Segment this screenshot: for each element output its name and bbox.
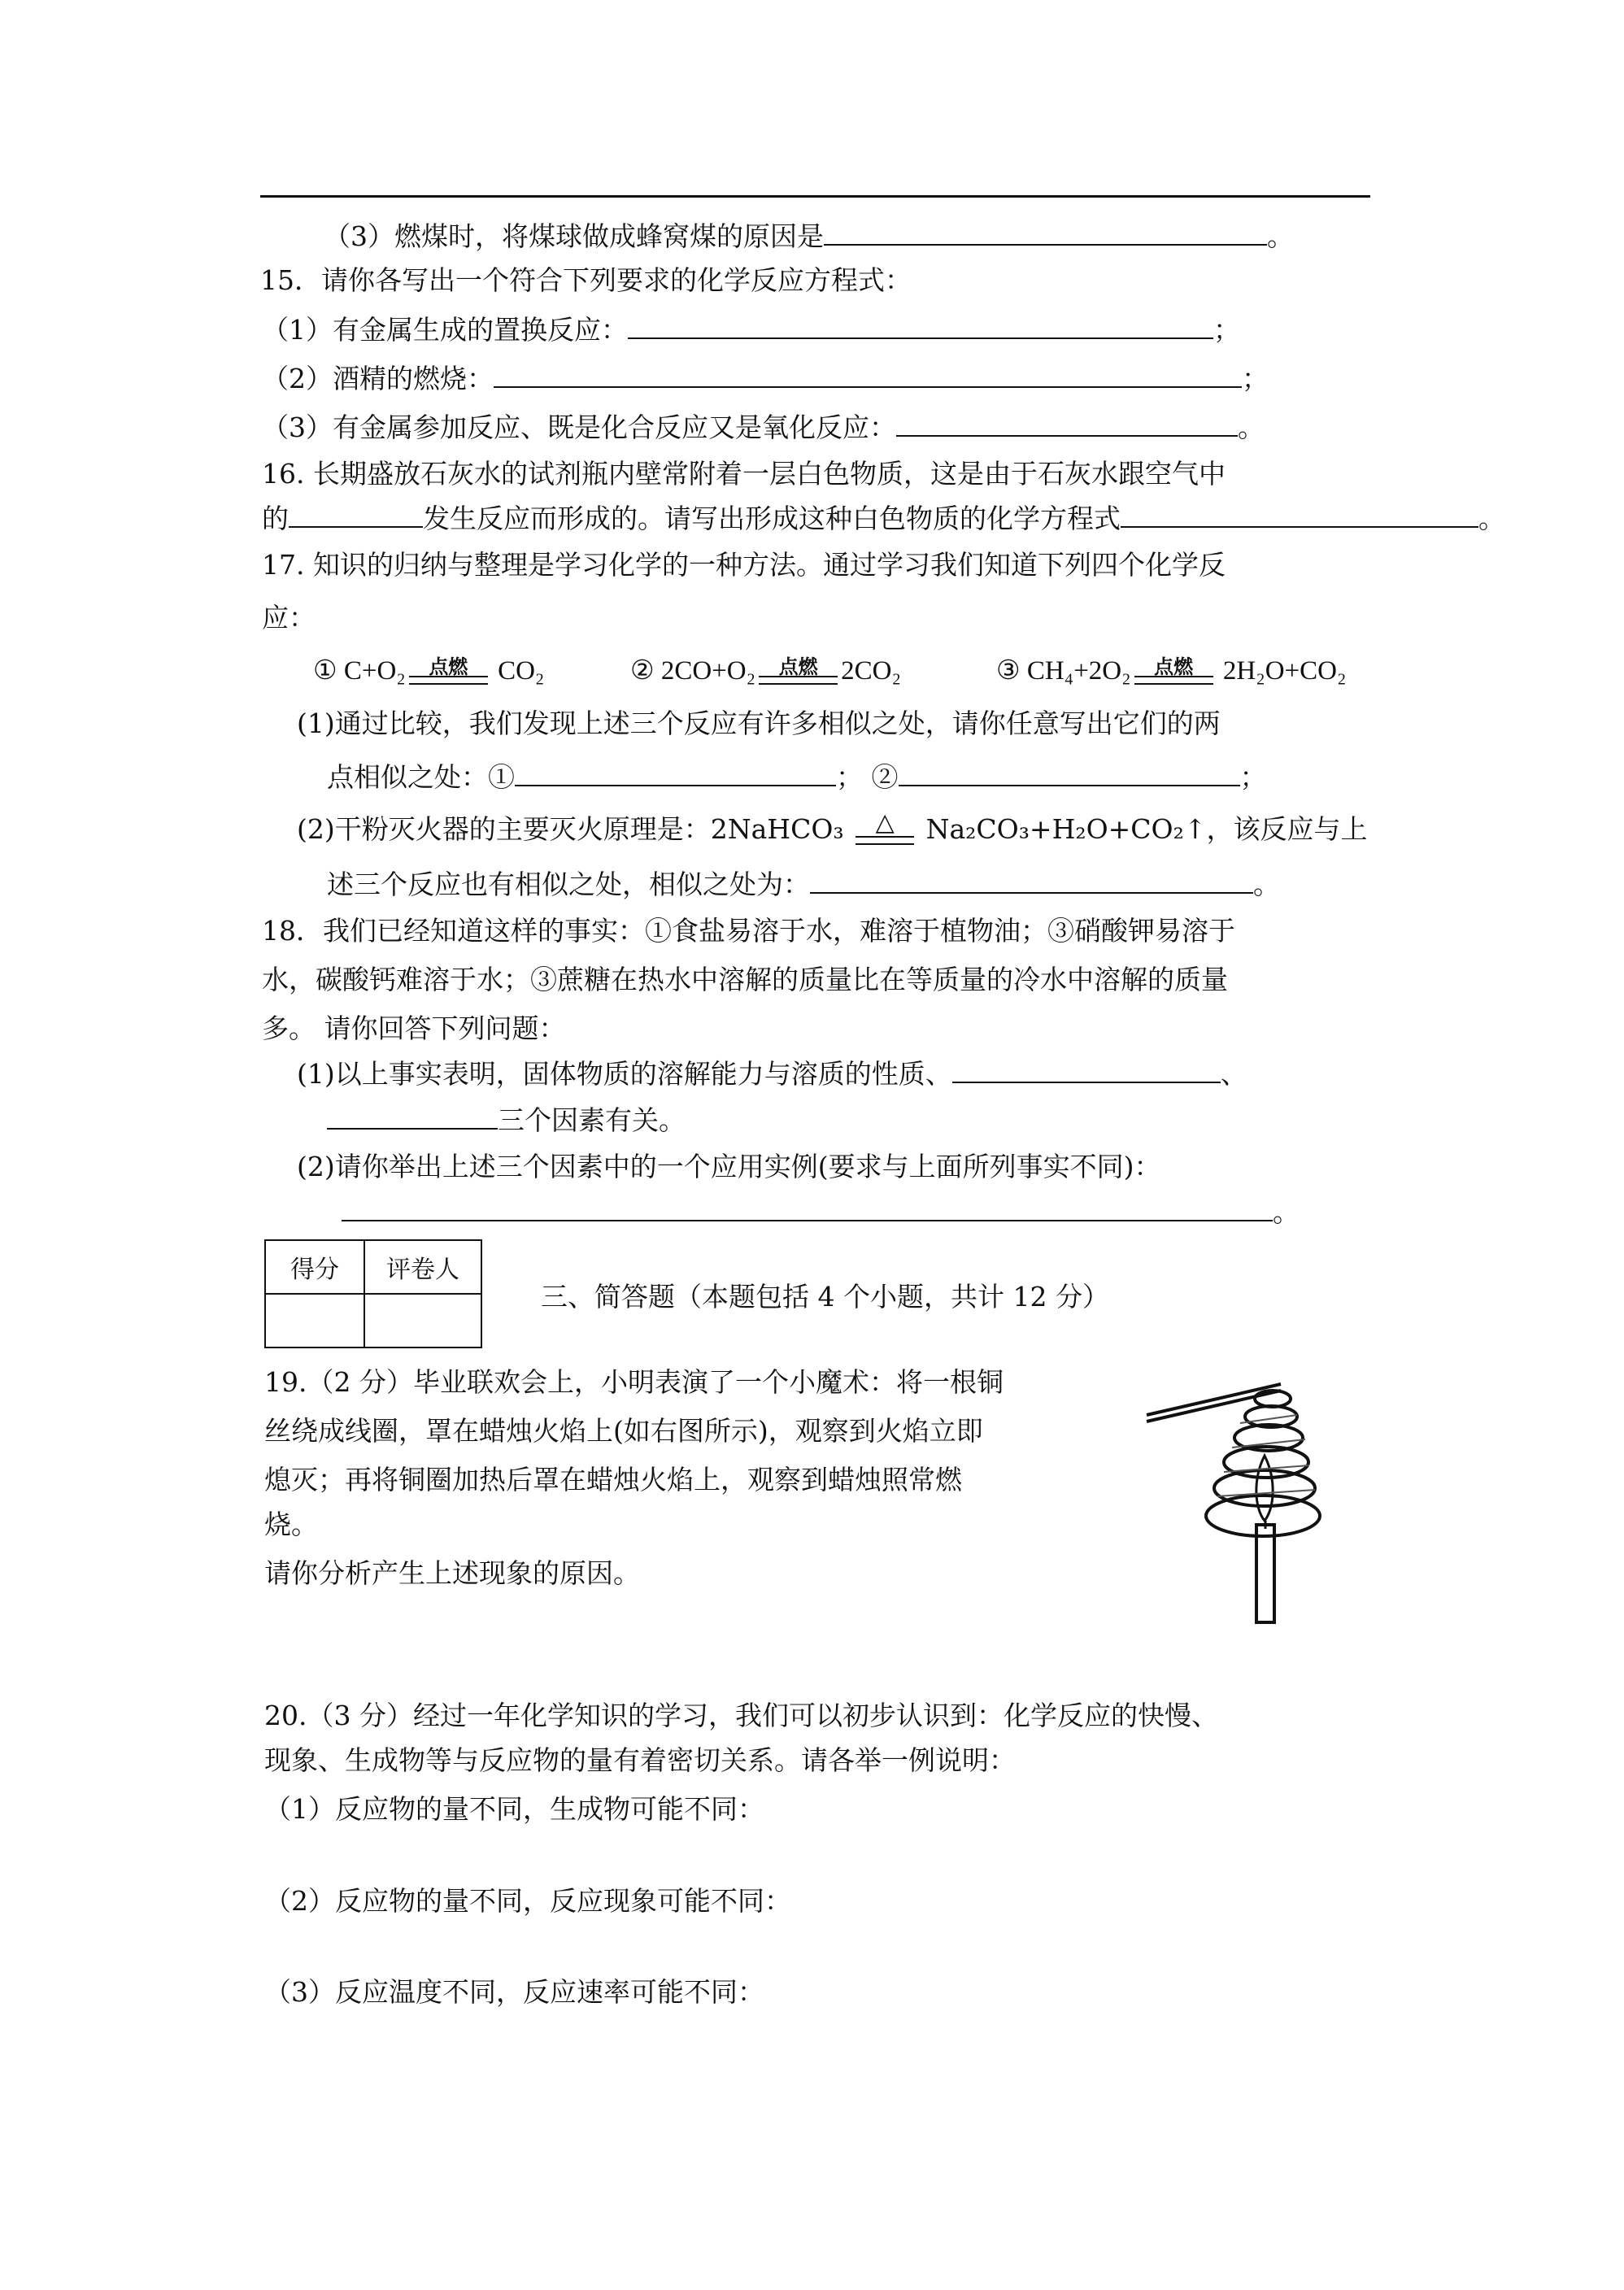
- q18-sub2-line1: (2)请你举出上述三个因素中的一个应用实例(要求与上面所列事实不同)：: [297, 1151, 1161, 1182]
- q20-line2: 现象、生成物等与反应物的量有着密切关系。请各举一例说明：: [264, 1744, 1016, 1776]
- q15-title: 15．请你各写出一个符合下列要求的化学反应方程式：: [260, 264, 912, 296]
- reaction-arrow-ignite: 点燃: [1131, 656, 1217, 689]
- q20-item1: （1）反应物的量不同，生成物可能不同：: [264, 1793, 764, 1825]
- q17-sub1-line2: 点相似之处：① ； ② ；: [327, 761, 1267, 793]
- q20-item3: （3）反应温度不同，反应速率可能不同：: [264, 1976, 764, 2008]
- q15-item3: （3）有金属参加反应、既是化合反应又是氧化反应： 。: [262, 411, 1265, 443]
- q17-sub2-line1: (2)干粉灭火器的主要灭火原理是：2NaHCO₃ △ Na₂CO₃+H₂O+CO₂↑，该反应与上: [297, 813, 1367, 847]
- q16-line2: 的 发生反应而形成的。请写出形成这种白色物质的化学方程式 。: [262, 503, 1505, 534]
- q17-similarity1-blank[interactable]: [515, 760, 836, 786]
- q20-item2: （2）反应物的量不同，反应现象可能不同：: [264, 1885, 791, 1917]
- q18-line2: 水，碳酸钙难溶于水；③蔗糖在热水中溶解的质量比在等质量的冷水中溶解的质量: [262, 964, 1228, 995]
- q14-answer-blank[interactable]: [824, 220, 1267, 246]
- q15-answer3-blank[interactable]: [896, 411, 1238, 437]
- q17-sub2-line2: 述三个反应也有相似之处，相似之处为： 。: [327, 869, 1280, 900]
- q18-sub1-line2: 三个因素有关。: [327, 1104, 686, 1137]
- q17-sub1-line1: (1)通过比较，我们发现上述三个反应有许多相似之处，请你任意写出它们的两: [297, 707, 1221, 739]
- q19-line4: 烧。: [264, 1509, 318, 1540]
- grader-cell[interactable]: [364, 1294, 481, 1347]
- q17-line2: 应：: [262, 602, 316, 633]
- score-cell[interactable]: [265, 1294, 364, 1347]
- q17-reaction2: ② 2CO+O₂ 点燃 2CO₂: [630, 655, 901, 689]
- reaction-arrow-ignite: 点燃: [406, 656, 491, 689]
- q18-line1: 18．我们已经知道这样的事实：①食盐易溶于水，难溶于植物油；③硝酸钾易溶于: [262, 915, 1235, 947]
- q17-sub2-answer-blank[interactable]: [810, 868, 1253, 894]
- q17-reaction1: ① C+O₂ 点燃 CO₂: [313, 655, 544, 689]
- q15-answer1-blank[interactable]: [628, 313, 1213, 339]
- reaction-arrow-ignite: 点燃: [755, 656, 841, 689]
- q18-sub2-line2: 。: [342, 1195, 1300, 1229]
- q16-line1: 16. 长期盛放石灰水的试剂瓶内壁常附着一层白色物质，这是由于石灰水跟空气中: [262, 458, 1226, 490]
- q17-similarity2-blank[interactable]: [899, 760, 1240, 786]
- q19-line3: 熄灭；再将铜圈加热后罩在蜡烛火焰上，观察到蜡烛照常燃: [264, 1464, 962, 1495]
- q19-line5: 请你分析产生上述现象的原因。: [264, 1557, 640, 1589]
- q18-factor1-blank[interactable]: [952, 1057, 1221, 1083]
- q18-sub1-line1: (1)以上事实表明，固体物质的溶解能力与溶质的性质、 、: [297, 1058, 1247, 1090]
- q20-line1: 20.（3 分）经过一年化学知识的学习，我们可以初步认识到：化学反应的快慢、: [264, 1700, 1218, 1731]
- q15-item1: （1）有金属生成的置换反应： ；: [262, 314, 1240, 346]
- grader-label: 评卷人: [364, 1240, 481, 1294]
- header-rule: [260, 195, 1370, 198]
- q15-answer2-blank[interactable]: [494, 362, 1242, 388]
- q14-item3: （3）燃煤时，将煤球做成蜂窝煤的原因是 。: [324, 220, 1294, 252]
- q18-factor2-blank[interactable]: [327, 1104, 498, 1130]
- section3-title: 三、简答题（本题包括 4 个小题，共计 12 分）: [541, 1281, 1109, 1313]
- q18-line3: 多。 请你回答下列问题：: [262, 1012, 566, 1044]
- q19-line2: 丝绕成线圈，罩在蜡烛火焰上(如右图所示)，观察到火焰立即: [264, 1415, 983, 1447]
- q15-item2: （2）酒精的燃烧： ；: [262, 363, 1269, 394]
- reaction-arrow-heat: △: [852, 815, 917, 847]
- q16-answer1-blank[interactable]: [289, 502, 423, 528]
- q17-reaction3: ③ CH₄+2O₂ 点燃 2H₂O+CO₂: [996, 655, 1347, 689]
- score-table: [264, 1239, 482, 1348]
- q16-answer2-blank[interactable]: [1121, 502, 1478, 528]
- q17-line1: 17. 知识的归纳与整理是学习化学的一种方法。通过学习我们知道下列四个化学反: [262, 549, 1226, 581]
- copper-coil-candle-illustration: [1143, 1366, 1362, 1626]
- q18-example-blank[interactable]: [342, 1195, 1273, 1221]
- score-label: 得分: [265, 1240, 364, 1294]
- q19-line1: 19.（2 分）毕业联欢会上，小明表演了一个小魔术：将一根铜: [264, 1366, 1004, 1398]
